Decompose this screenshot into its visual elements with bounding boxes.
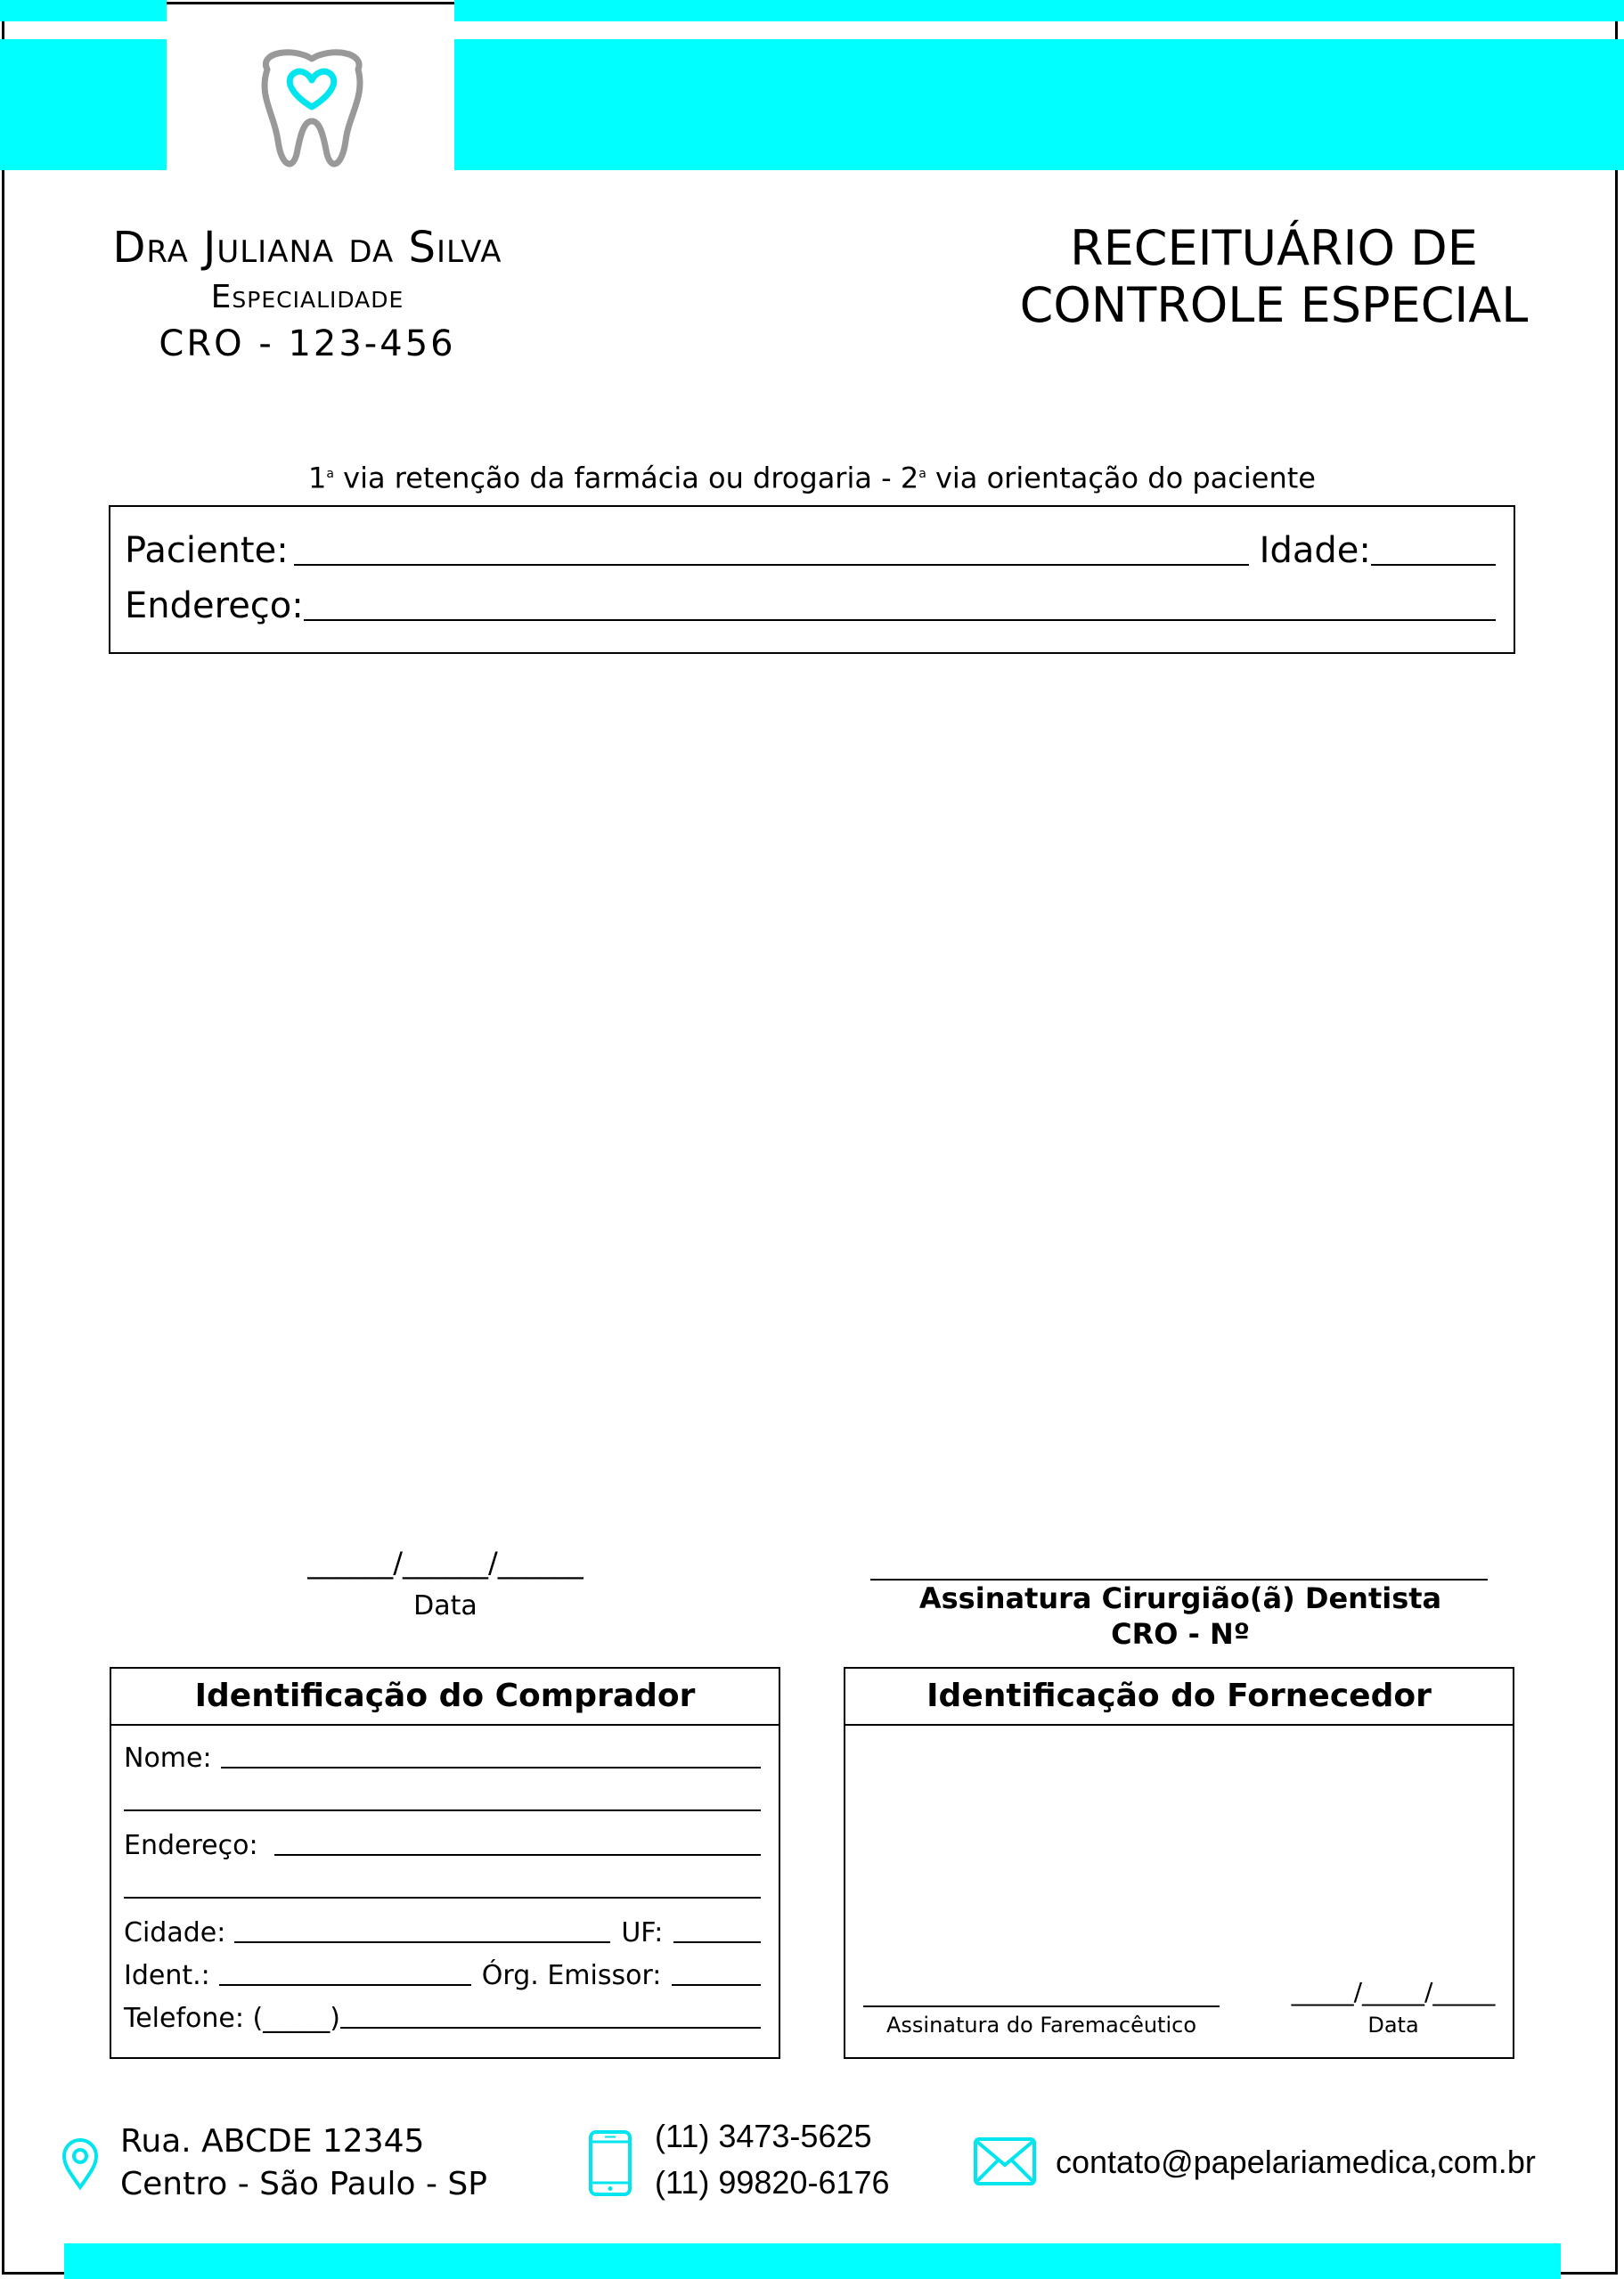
date-blank[interactable]: ______/______/______ <box>307 1546 583 1580</box>
pharmacist-signature-label: Assinatura do Faremacêutico <box>885 2013 1196 2038</box>
footer-phone2[interactable]: (11) 99820-6176 <box>655 2164 890 2201</box>
envelope-icon <box>973 2136 1037 2186</box>
copies-second-num: 2 <box>900 461 919 495</box>
buyer-city-label: Cidade: <box>124 1917 226 1948</box>
copies-first-text: via retenção da farmácia ou drogaria - <box>334 461 901 495</box>
date-label: Data <box>413 1590 477 1621</box>
buyer-name-row2 <box>124 1781 761 1817</box>
buyer-phone-label: Telefone: (_____) <box>124 2003 340 2034</box>
buyer-name-field-2[interactable] <box>124 1809 761 1811</box>
tooth-heart-icon <box>241 43 383 176</box>
doctor-cro: CRO - 123-456 <box>159 323 456 364</box>
location-pin-icon <box>61 2138 100 2190</box>
buyer-address-field-2[interactable] <box>124 1897 761 1899</box>
footer-address-line2: Centro - São Paulo - SP <box>120 2166 487 2202</box>
buyer-issuer-label: Órg. Emissor: <box>481 1960 662 1991</box>
footer-email[interactable]: contato@papelariamedica,com.br <box>1056 2144 1536 2180</box>
header-band-right-top <box>454 0 1624 21</box>
buyer-uf-label: UF: <box>621 1917 664 1948</box>
patient-name-row <box>125 528 1496 571</box>
patient-name-label: Paciente: <box>125 530 289 571</box>
footer-band <box>64 2243 1561 2279</box>
supplier-date-label: Data <box>1367 2013 1419 2038</box>
patient-address-field[interactable] <box>304 619 1496 621</box>
copies-second-text: via orientação do paciente <box>926 461 1316 495</box>
supplier-date-blank[interactable]: _____/_____/_____ <box>1291 1977 1496 2006</box>
header-band-right <box>454 39 1624 170</box>
buyer-uf-field[interactable] <box>673 1941 761 1943</box>
buyer-address-field[interactable] <box>274 1854 761 1856</box>
patient-address-label: Endereço: <box>125 585 304 626</box>
patient-name-field[interactable] <box>294 564 1249 566</box>
buyer-phone-field[interactable] <box>340 2027 761 2029</box>
supplier-title: Identificação do Fornecedor <box>845 1669 1513 1726</box>
buyer-address-row2 <box>124 1868 761 1904</box>
buyer-city-row <box>124 1913 761 1948</box>
copies-first-sup: a <box>326 467 334 481</box>
title-line2: CONTROLE ESPECIAL <box>1019 277 1529 333</box>
patient-age-field[interactable] <box>1371 564 1496 566</box>
copies-first-num: 1 <box>308 461 327 495</box>
buyer-id-row <box>124 1956 761 1991</box>
patient-age-label: Idade: <box>1259 530 1371 571</box>
doctor-name: Dra Juliana da Silva <box>112 223 502 273</box>
buyer-issuer-field[interactable] <box>672 1984 761 1986</box>
header-band-left-top <box>0 0 167 21</box>
buyer-name-field[interactable] <box>221 1767 761 1768</box>
dentist-signature-label: Assinatura Cirurgião(ã) Dentista <box>918 1581 1442 1615</box>
footer-address-line1: Rua. ABCDE 12345 <box>120 2123 425 2160</box>
buyer-id-label: Ident.: <box>124 1960 210 1991</box>
title-line1: RECEITUÁRIO DE <box>1070 220 1478 276</box>
buyer-name-row <box>124 1738 761 1774</box>
copies-note <box>0 454 1624 498</box>
buyer-id-field[interactable] <box>219 1984 471 1986</box>
smartphone-icon <box>588 2129 632 2197</box>
buyer-city-field[interactable] <box>234 1941 610 1943</box>
buyer-name-label: Nome: <box>124 1743 212 1774</box>
buyer-phone-row <box>124 1998 761 2034</box>
patient-address-row <box>125 584 1496 626</box>
supplier-box <box>844 1667 1514 2059</box>
buyer-address-row <box>124 1826 761 1861</box>
buyer-title: Identificação do Comprador <box>111 1669 779 1726</box>
buyer-box <box>110 1667 780 2059</box>
pharmacist-signature-line[interactable] <box>863 2005 1220 2007</box>
doctor-specialty: Especialidade <box>210 279 404 315</box>
header-band-left <box>0 39 167 170</box>
patient-box <box>109 505 1515 654</box>
buyer-address-label: Endereço: <box>124 1830 258 1861</box>
copies-second-sup: a <box>918 467 926 481</box>
footer-phone1[interactable]: (11) 3473-5625 <box>655 2118 872 2154</box>
cro-number-label: CRO - Nº <box>1111 1617 1250 1651</box>
